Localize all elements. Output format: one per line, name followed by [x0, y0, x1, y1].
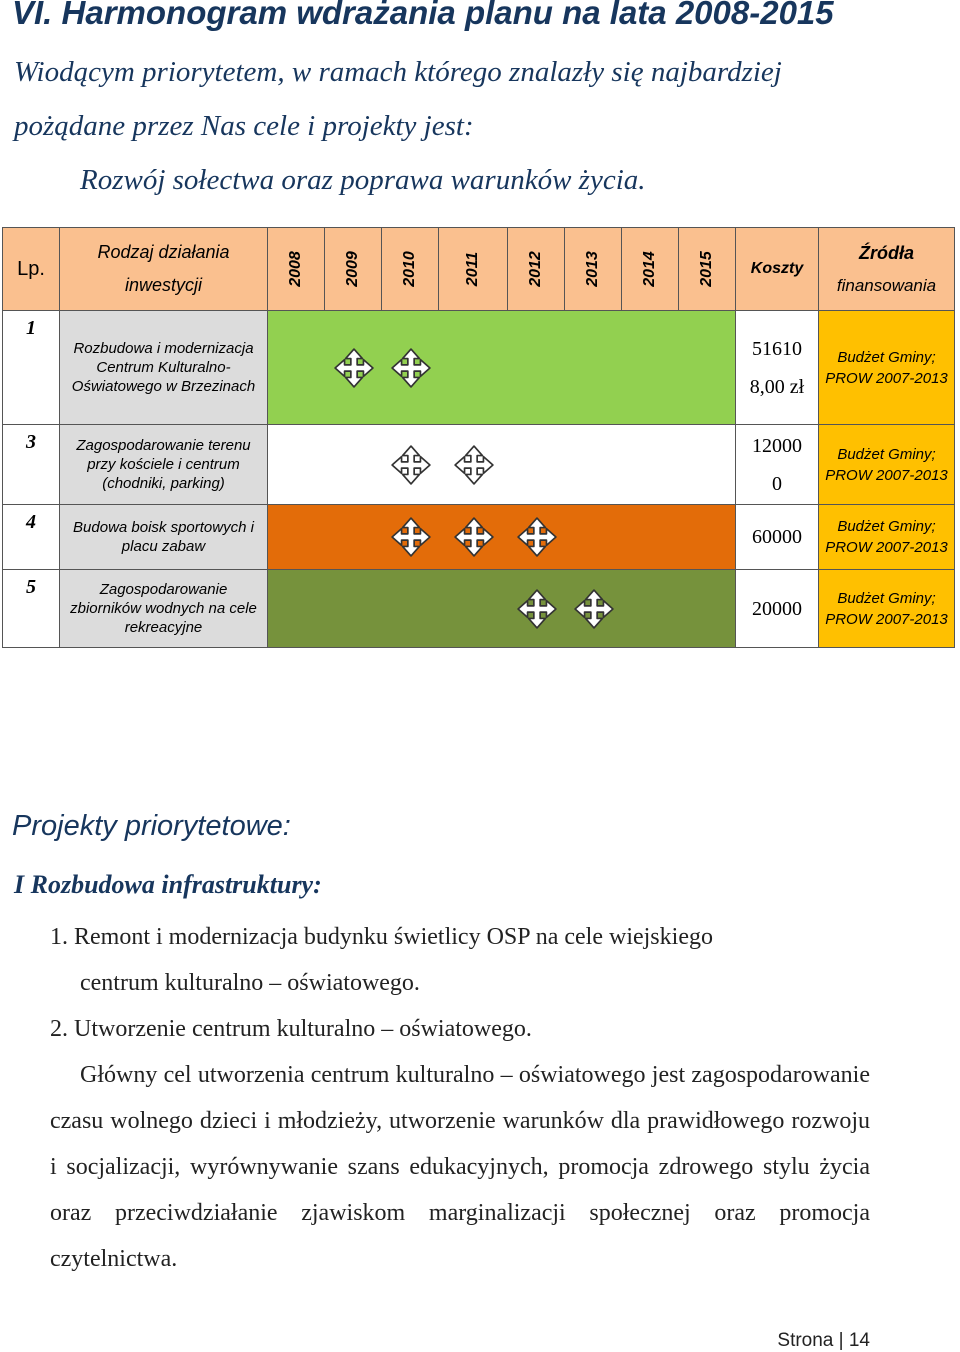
page-number: Strona | 14: [777, 1330, 870, 1351]
four-way-arrow-icon: [390, 347, 432, 389]
table-row: [3, 505, 955, 570]
row-cost: [736, 505, 819, 570]
row-source-value: Budżet Gminy; PROW 2007-2013: [825, 348, 948, 387]
list-item-2: 2. Utworzenie centrum kulturalno – oświatowego.: [50, 1016, 532, 1042]
section-title: Projekty priorytetowe:: [12, 810, 291, 842]
row-source: [819, 425, 955, 505]
year-header: 2011: [439, 228, 508, 311]
lead-text-line1: Wiodącym priorytetem, w ramach którego znalazły się najbardziej: [14, 56, 782, 88]
four-way-arrow-icon: [333, 347, 375, 389]
sources-header: [819, 228, 955, 311]
row-number: 4: [3, 505, 60, 570]
four-way-arrow-icon: [516, 516, 558, 558]
action-header-line2: inwestycji: [124, 275, 203, 295]
row-cost-value: 51610 8,00 zł: [749, 337, 805, 398]
row-cost-value: 12000 0: [752, 434, 802, 495]
row-number: 1: [3, 311, 60, 425]
costs-header: Koszty: [736, 228, 819, 311]
row-cost: [736, 311, 819, 425]
priority-statement: Rozwój sołectwa oraz poprawa warunków życia.: [80, 164, 646, 196]
four-way-arrow-icon: [390, 444, 432, 486]
year-header: 2015: [679, 228, 736, 311]
row-cost: [736, 425, 819, 505]
row-source: [819, 570, 955, 648]
year-header: 2010: [382, 228, 439, 311]
row-number: 5: [3, 570, 60, 648]
row-source-value: Budżet Gminy; PROW 2007-2013: [825, 589, 948, 628]
four-way-arrow-icon: [516, 588, 558, 630]
page-heading: VI. Harmonogram wdrażania planu na lata 2008-2015: [12, 0, 834, 31]
row-timeline: [268, 505, 736, 570]
table-row: [3, 311, 955, 425]
row-source: [819, 311, 955, 425]
row-action-name: Zagospodarowanie zbiorników wodnych na cele rekreacyjne: [60, 570, 268, 648]
lp-header: Lp.: [3, 228, 60, 311]
year-header: 2014: [622, 228, 679, 311]
row-cost: [736, 570, 819, 648]
row-source: [819, 505, 955, 570]
four-way-arrow-icon: [453, 516, 495, 558]
row-source-value: Budżet Gminy; PROW 2007-2013: [825, 518, 948, 556]
table-row: [3, 425, 955, 505]
table-row: [3, 570, 955, 648]
table-header-row: [3, 228, 955, 311]
lead-text-line2: pożądane przez Nas cele i projekty jest:: [14, 110, 474, 142]
schedule-table: [2, 227, 955, 648]
four-way-arrow-icon: [390, 516, 432, 558]
year-header: 2009: [325, 228, 382, 311]
four-way-arrow-icon: [453, 444, 495, 486]
sources-header-line2: finansowania: [836, 275, 937, 295]
subsection-title: I Rozbudowa infrastruktury:: [14, 870, 322, 899]
row-cost-value: 20000: [752, 597, 802, 620]
row-source-value: Budżet Gminy; PROW 2007-2013: [825, 445, 948, 484]
year-header: 2013: [565, 228, 622, 311]
row-action-name: Rozbudowa i modernizacja Centrum Kulturalno-Oświatowego w Brzezinach: [60, 311, 268, 425]
list-item-1-continued: centrum kulturalno – oświatowego.: [80, 970, 420, 996]
row-cost-value: 60000: [752, 526, 802, 548]
body-paragraph: Główny cel utworzenia centrum kulturalno – oświatowego jest zagospodarowanie czasu wolnego dzieci i młodzieży, utworzenie warunków dla prawidłowego rozwoju i socjalizacji, wyrównywanie szans edukacyjnych, promocja zdrowego stylu życia oraz przeciwdziałanie zjawiskom marginalizacji społecznej oraz promocja czytelnictwa.: [50, 1062, 870, 1272]
row-number: 3: [3, 425, 60, 505]
row-action-name: Budowa boisk sportowych i placu zabaw: [60, 505, 268, 570]
list-item-1: 1. Remont i modernizacja budynku świetlicy OSP na cele wiejskiego: [50, 924, 713, 950]
four-way-arrow-icon: [573, 588, 615, 630]
action-header-line1: Rodzaj działania: [97, 242, 230, 262]
year-header: 2008: [268, 228, 325, 311]
row-action-name: Zagospodarowanie terenu przy kościele i centrum (chodniki, parking): [60, 425, 268, 505]
row-timeline: [268, 570, 736, 648]
action-header: [60, 228, 268, 311]
row-timeline: [268, 425, 736, 505]
sources-header-line1: Źródła: [858, 242, 914, 263]
row-timeline: [268, 311, 736, 425]
year-header: 2012: [508, 228, 565, 311]
